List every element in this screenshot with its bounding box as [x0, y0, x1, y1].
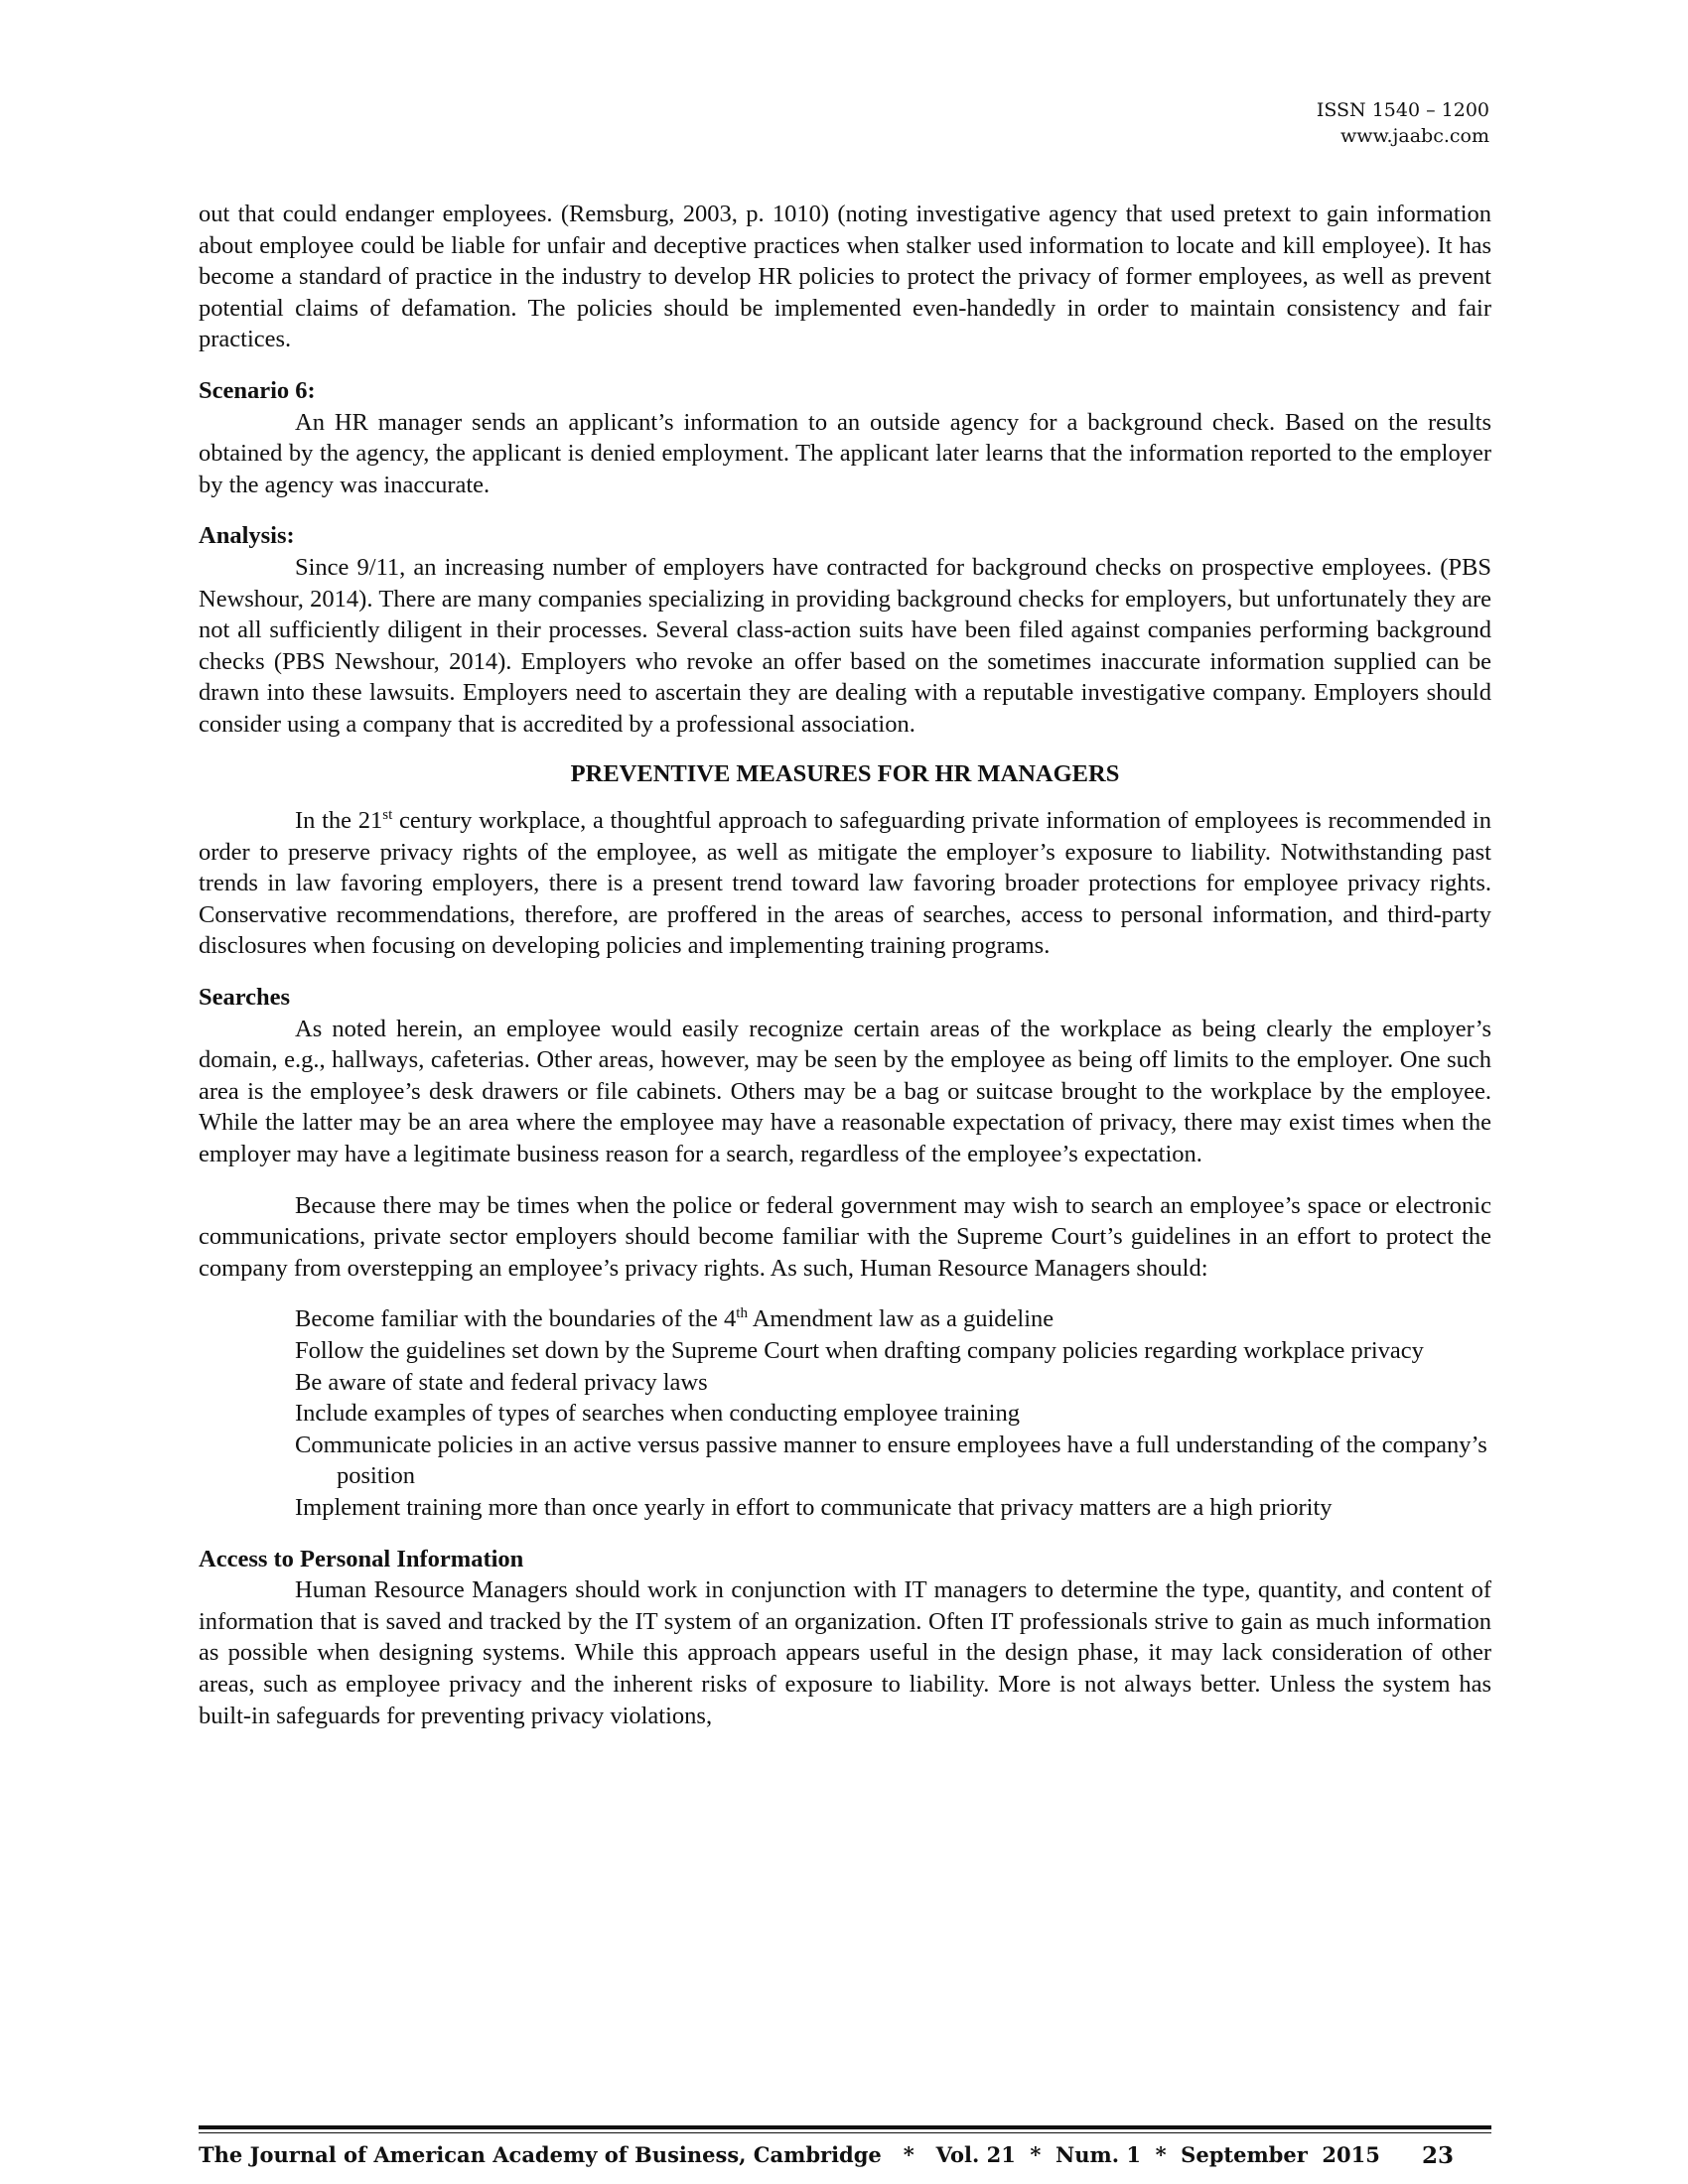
scenario-6-heading: Scenario 6: [199, 376, 316, 404]
page-number: 23 [1421, 2142, 1454, 2169]
paragraph-opening: out that could endanger employees. (Remsburg, 2003, p. 1010) (noting investigative agency that used pretext to gain information about employee could be liable for unfair and deceptive practices when stalker used information to locate and kill employee). It has become a standard of practice in the industry to develop HR policies to protect the privacy of former employees, as well as prevent potential claims of defamation. The policies should be implemented even-handedly in order to maintain consistency and fair practices. [199, 201, 1491, 353]
list-item: Be aware of state and federal privacy laws [295, 1368, 708, 1396]
footer-rule-thin [199, 2132, 1491, 2133]
page-footer [199, 2142, 1491, 2182]
list-item: Communicate policies in an active versus passive manner to ensure employees have a full understanding of the company’s position [295, 1431, 1487, 1490]
scenario-6-paragraph: An HR manager sends an applicant’s information to an outside agency for a background check. Based on the results obtained by the agency, the applicant is denied employment. The applicant later learns that the information reported to the employer by the agency was inaccurate. [199, 408, 1491, 498]
list-item: Follow the guidelines set down by the Supreme Court when drafting company policies regarding workplace privacy [295, 1337, 1424, 1364]
searches-heading: Searches [199, 984, 291, 1012]
access-heading: Access to Personal Information [199, 1545, 524, 1572]
list-item [295, 1303, 1491, 1335]
issn-label: ISSN 1540 – 1200 [1316, 99, 1489, 121]
article-body [199, 199, 1491, 1731]
reco-1-start: Become familiar with the boundaries of the 4 [295, 1305, 737, 1333]
access-paragraph: Human Resource Managers should work in conjunction with IT managers to determine the type, quantity, and content of information that is saved and tracked by the IT system of an organization. Often IT professionals strive to gain as much information as possible when designing systems. While this approach appears useful in the design phase, it may lack consideration of other areas, such as employee privacy and the inherent risks of exposure to liability. More is not always better. Unless the system has built-in safeguards for preventing privacy violations, [199, 1576, 1491, 1729]
list-item: Include examples of types of searches when conducting employee training [295, 1400, 1020, 1428]
intro-superscript: st [382, 806, 393, 823]
preventive-intro-paragraph [199, 805, 1491, 962]
recommendations-list [199, 1303, 1491, 1523]
list-item: Implement training more than once yearly in effort to communicate that privacy matters are a high priority [295, 1493, 1333, 1521]
reco-1-superscript: th [736, 1305, 748, 1322]
intro-text-rest: century workplace, a thoughtful approach to safeguarding private information of employees is recommended in order to preserve privacy rights of the employee, as well as mitigate the employer’s exposure to liability. Notwithstanding past trends in law favoring employers, there is a present trend toward law favoring broader protections for employee privacy rights. Conservative recommendations, therefore, are proffered in the areas of searches, access to personal information, and third-party disclosures when focusing on developing policies and implementing training programs. [199, 807, 1491, 960]
footer-rule-thick [199, 2125, 1491, 2129]
website-label: www.jaabc.com [1339, 125, 1489, 147]
page-header [1317, 97, 1489, 149]
searches-paragraph-1: As noted herein, an employee would easily recognize certain areas of the workplace as being clearly the employer’s domain, e.g., hallways, cafeterias. Other areas, however, may be seen by the employee as being off limits to the employer. One such area is the employee’s desk drawers or file cabinets. Others may be a bag or suitcase brought to the workplace by the employee. While the latter may be an area where the employee may have a reasonable expectation of privacy, there may exist times when the employer may have a legitimate business reason for a search, regardless of the employee’s expectation. [199, 1015, 1491, 1168]
section-title: PREVENTIVE MEASURES FOR HR MANAGERS [570, 759, 1120, 787]
reco-1-rest: Amendment law as a guideline [747, 1305, 1055, 1333]
journal-citation: The Journal of American Academy of Business, Cambridge * Vol. 21 * Num. 1 * September 2015 [199, 2142, 1380, 2167]
analysis-heading: Analysis: [199, 522, 295, 550]
searches-paragraph-2: Because there may be times when the police or federal government may wish to search an employee’s space or electronic communications, private sector employers should become familiar with the Supreme Court’s guidelines in an effort to protect the company from overstepping an employee’s privacy rights. As such, Human Resource Managers should: [199, 1191, 1491, 1282]
analysis-paragraph: Since 9/11, an increasing number of employers have contracted for background checks on prospective employees. (PBS Newshour, 2014). There are many companies specializing in providing background checks for employers, but unfortunately they are not all sufficiently diligent in their processes. Several class-action suits have been filed against companies performing background checks (PBS Newshour, 2014). Employers who revoke an offer based on the sometimes inaccurate information supplied can be drawn into these lawsuits. Employers need to ascertain they are dealing with a reputable investigative company. Employers should consider using a company that is accredited by a professional association. [199, 553, 1491, 738]
intro-text-start: In the 21 [295, 807, 383, 835]
